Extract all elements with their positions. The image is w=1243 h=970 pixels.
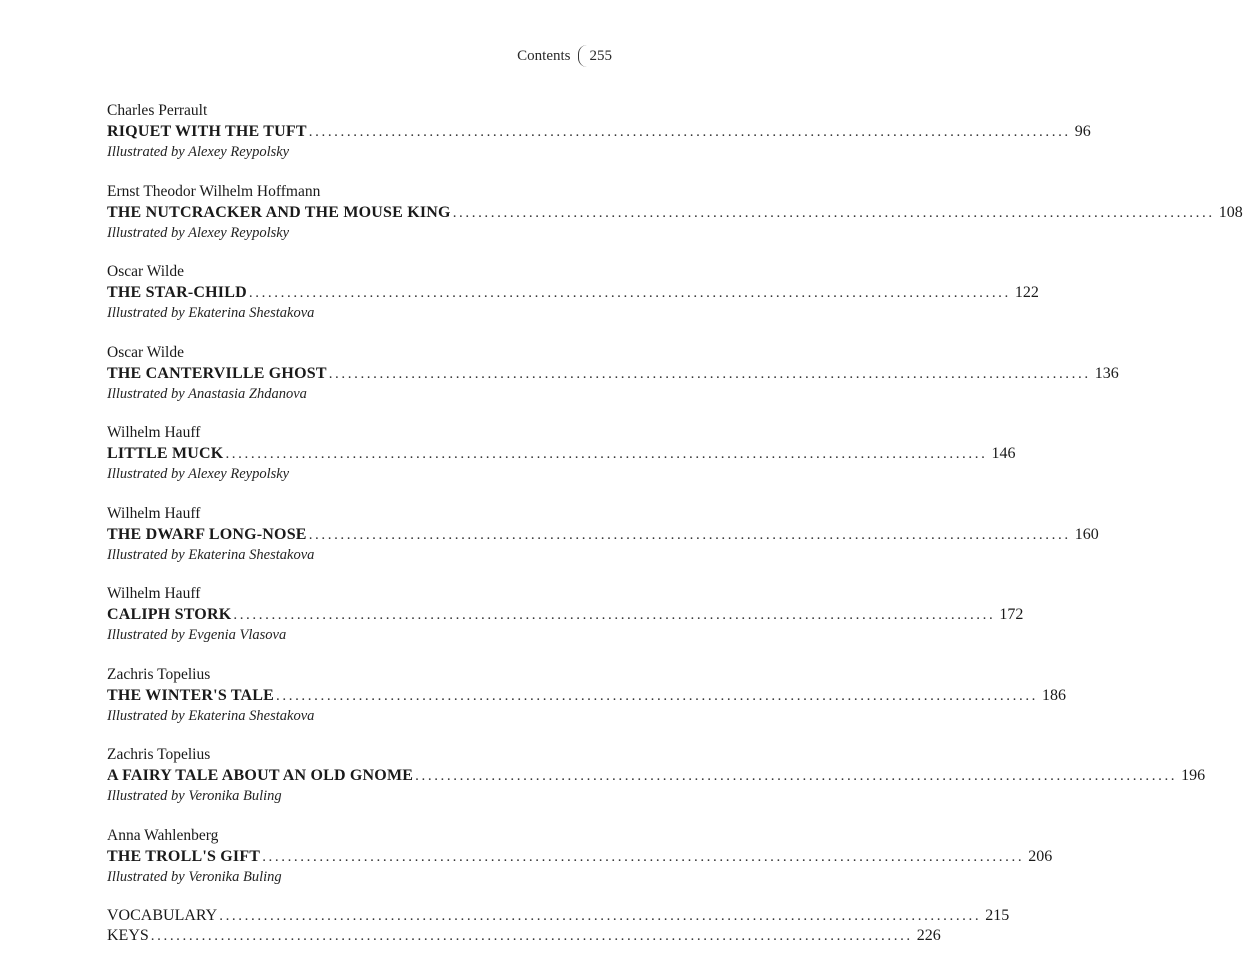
entry-title-row bbox=[107, 121, 1091, 143]
back-matter-label: VOCABULARY bbox=[107, 907, 218, 924]
entry-illustrator: Illustrated by Ekaterina Shestakova bbox=[107, 707, 315, 724]
dot-leader: ........................................................................................................................ bbox=[150, 928, 913, 944]
entry-title: THE WINTER'S TALE bbox=[107, 686, 275, 704]
back-matter-page: 226 bbox=[916, 927, 941, 944]
entry-title-row bbox=[107, 202, 1243, 224]
entry-title-row bbox=[107, 765, 1206, 787]
dot-leader: ........................................................................................................................ bbox=[328, 365, 1091, 382]
dot-leader: ........................................................................................................................ bbox=[219, 908, 982, 924]
toc-entry bbox=[107, 665, 1067, 726]
entry-title: A FAIRY TALE ABOUT AN OLD GNOME bbox=[107, 767, 414, 784]
entry-author: Zachris Topelius bbox=[107, 665, 211, 683]
toc-entry bbox=[107, 182, 1243, 243]
dot-leader: ........................................................................................................................ bbox=[262, 848, 1025, 865]
dot-leader: ........................................................................................................................ bbox=[225, 446, 988, 462]
entry-title-row bbox=[107, 685, 1067, 707]
back-matter-row bbox=[107, 926, 941, 946]
entry-title: THE NUTCRACKER AND THE MOUSE KING bbox=[107, 203, 451, 221]
entry-author: Wilhelm Hauff bbox=[107, 585, 201, 602]
entry-title: THE CANTERVILLE GHOST bbox=[107, 364, 327, 382]
entry-illustrator: Illustrated by Evgenia Vlasova bbox=[107, 627, 287, 643]
entry-author: Wilhelm Hauff bbox=[107, 424, 201, 441]
entry-page: 172 bbox=[999, 606, 1024, 623]
entry-author: Oscar Wilde bbox=[107, 343, 184, 361]
entry-illustrator: Illustrated by Veronika Buling bbox=[107, 868, 282, 885]
toc-entry bbox=[107, 745, 1206, 806]
entry-illustrator: Illustrated by Ekaterina Shestakova bbox=[107, 305, 315, 321]
entry-illustrator: Illustrated by Ekaterina Shestakova bbox=[107, 546, 315, 563]
entry-page: 196 bbox=[1181, 767, 1206, 784]
entry-illustrator: Illustrated by Alexey Reypolsky bbox=[107, 466, 290, 482]
toc-entry bbox=[107, 826, 1053, 887]
dot-leader: ........................................................................................................................ bbox=[308, 124, 1071, 140]
running-head bbox=[517, 45, 612, 67]
entry-page: 136 bbox=[1094, 364, 1119, 382]
table-of-contents bbox=[107, 101, 1243, 946]
dot-leader: ........................................................................................................................ bbox=[308, 526, 1071, 543]
entry-page: 96 bbox=[1074, 123, 1091, 140]
dot-leader: ........................................................................................................................ bbox=[276, 687, 1039, 704]
entry-title: THE DWARF LONG-NOSE bbox=[107, 525, 307, 543]
dot-leader: ........................................................................................................................ bbox=[248, 285, 1011, 301]
entry-title: THE STAR-CHILD bbox=[107, 284, 247, 301]
entry-illustrator: Illustrated by Veronika Buling bbox=[107, 788, 282, 804]
entry-page: 122 bbox=[1014, 284, 1039, 301]
entry-title: LITTLE MUCK bbox=[107, 445, 224, 462]
dot-leader: ........................................................................................................................ bbox=[415, 768, 1178, 784]
back-matter-page: 215 bbox=[985, 907, 1010, 924]
entry-title-row bbox=[107, 282, 1039, 304]
entry-illustrator: Illustrated by Alexey Reypolsky bbox=[107, 224, 290, 241]
entry-author: Oscar Wilde bbox=[107, 263, 184, 280]
entry-title-row bbox=[107, 524, 1099, 546]
entry-author: Ernst Theodor Wilhelm Hoffmann bbox=[107, 182, 321, 200]
entry-page: 160 bbox=[1074, 525, 1099, 543]
back-matter bbox=[107, 906, 1010, 946]
toc-entry bbox=[107, 343, 1119, 404]
entry-author: Anna Wahlenberg bbox=[107, 826, 219, 844]
entry-title-row bbox=[107, 846, 1053, 868]
dot-leader: ........................................................................................................................ bbox=[452, 204, 1215, 221]
back-matter-row bbox=[107, 906, 1010, 926]
entry-title: THE TROLL'S GIFT bbox=[107, 847, 261, 865]
back-matter-label: KEYS bbox=[107, 927, 149, 944]
entry-page: 186 bbox=[1042, 686, 1067, 704]
toc-entry bbox=[107, 504, 1099, 565]
entry-illustrator: Illustrated by Alexey Reypolsky bbox=[107, 144, 290, 160]
entry-title: CALIPH STORK bbox=[107, 606, 232, 623]
entry-title-row bbox=[107, 443, 1016, 465]
entry-page: 146 bbox=[991, 445, 1016, 462]
entry-author: Charles Perrault bbox=[107, 102, 208, 119]
entry-author: Wilhelm Hauff bbox=[107, 504, 201, 522]
entry-title: RIQUET WITH THE TUFT bbox=[107, 123, 307, 140]
entry-author: Zachris Topelius bbox=[107, 746, 211, 763]
section-title: Contents bbox=[517, 47, 571, 64]
entry-illustrator: Illustrated by Anastasia Zhdanova bbox=[107, 385, 307, 402]
toc-entry bbox=[107, 584, 1024, 645]
dot-leader: ........................................................................................................................ bbox=[233, 607, 996, 623]
toc-entry bbox=[107, 423, 1016, 484]
toc-entry bbox=[107, 262, 1039, 323]
entry-title-row bbox=[107, 363, 1119, 385]
page-number-bracket bbox=[578, 45, 587, 67]
page-number: 255 bbox=[589, 47, 612, 64]
entry-page: 206 bbox=[1028, 847, 1053, 865]
entry-page: 108 bbox=[1218, 203, 1243, 221]
toc-entry bbox=[107, 101, 1091, 162]
entry-title-row bbox=[107, 604, 1024, 626]
